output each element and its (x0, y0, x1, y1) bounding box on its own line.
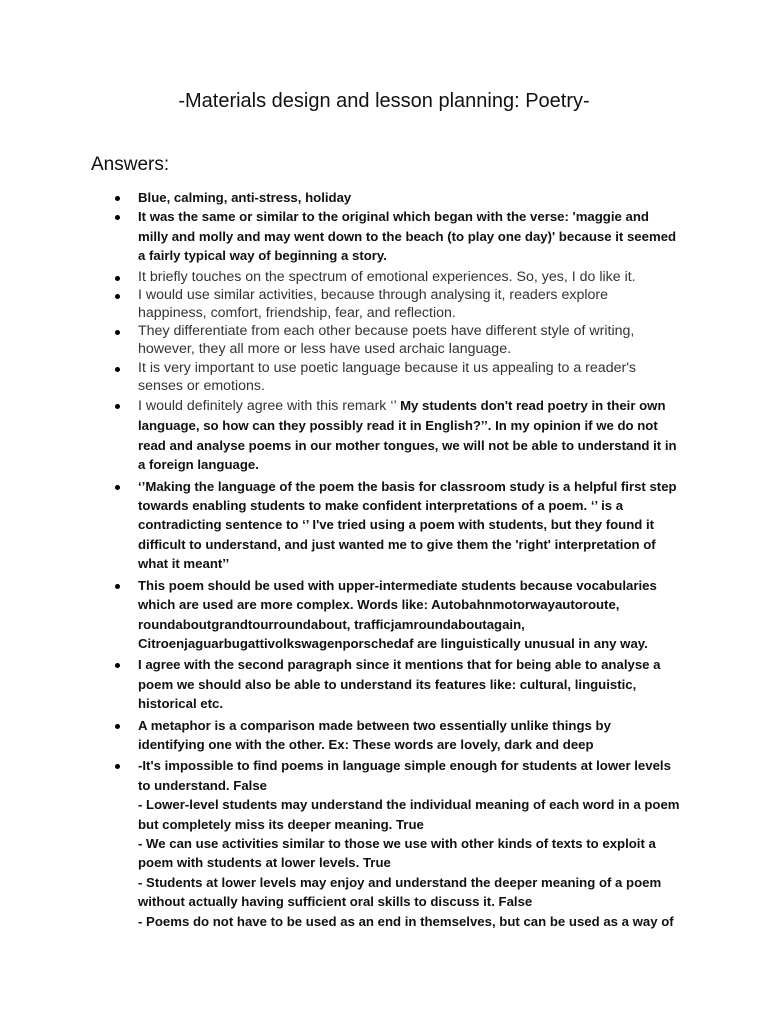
statement-text: - Lower-level students may understand the individual meaning of each word in a poem but completely miss its deeper meaning. (138, 797, 680, 832)
list-item (112, 286, 680, 322)
list-item (112, 716, 680, 755)
bullet-icon (115, 294, 120, 299)
bullet-icon (115, 276, 120, 281)
bullet-icon (115, 367, 120, 372)
bullet-icon (115, 196, 120, 201)
statement-text: - We can use activities similar to those we use with other kinds of texts to exploit a poem with students at lower levels. (138, 835, 656, 871)
answer-text: I agree with the second paragraph since it mentions that for being able to analyse a poem we should also be able to understand its features like: cultural, linguistic, historical etc. (138, 657, 661, 712)
list-item (112, 359, 680, 395)
answers-list (112, 188, 680, 931)
statement-text: -It's impossible to find poems in language simple enough for students at lower levels to understand. (138, 758, 671, 793)
bullet-icon (115, 584, 120, 589)
answer-lead-text: I would definitely agree with this remark ‘’ (138, 398, 401, 415)
list-item (112, 576, 680, 654)
answer-text: It was the same or similar to the original which began with the verse: 'maggie and milly and molly and may went down to the beach (to play one day)' because it seemed a fairly typical way of beginning a story. (138, 209, 677, 264)
answer-text: My students don't read poetry in their own language, so how can they possibly read it in English?’’. In my opinion if we do not read and analyse poems in our mother tongues, we will not be able to understand it in a foreign language. (138, 398, 677, 473)
true-false-statement (138, 912, 680, 931)
list-item (112, 268, 680, 286)
list-item (112, 207, 680, 265)
statement-verdict: False (233, 777, 267, 793)
bullet-icon (115, 724, 120, 729)
true-false-statement (138, 756, 680, 795)
answer-text: This poem should be used with upper-intermediate students because vocabularies which are used are more complex. Words like: Autobahnmotorwayautoroute, roundaboutgrandtourroundabout, trafficjamroundaboutagain, Citroenjaguarbugattivolkswagenporschedaf are linguistically unusual in any way. (138, 577, 657, 651)
true-false-statement (138, 873, 680, 912)
statement-verdict: True (362, 855, 391, 871)
bullet-icon (115, 485, 120, 490)
statement-text: - Students at lower levels may enjoy and understand the deeper meaning of a poem without actually having sufficient oral skills to discuss it. (138, 874, 662, 910)
bullet-icon (115, 764, 120, 769)
list-item (112, 322, 680, 358)
list-item (112, 188, 680, 207)
answer-text: I would use similar activities, because through analysing it, readers explore happiness, comfort, friendship, fear, and reflection. (138, 286, 609, 322)
bullet-icon (115, 663, 120, 668)
statement-verdict: True (395, 816, 424, 832)
bullet-icon (115, 215, 120, 220)
bullet-icon (115, 330, 120, 335)
true-false-statement (138, 834, 680, 873)
list-item (112, 396, 680, 475)
answer-text: A metaphor is a comparison made between two essentially unlike things by identifying one with the other. Ex: These words are lovely, dark and deep (138, 717, 611, 752)
list-item (112, 655, 680, 713)
list-item (112, 477, 680, 574)
answers-heading: Answers: (91, 154, 170, 175)
document-title: -Materials design and lesson planning: Poetry- (178, 90, 590, 112)
statement-text: - Poems do not have to be used as an end in themselves, but can be used as a way of (138, 913, 674, 929)
statement-verdict: False (498, 894, 533, 910)
answer-text: They differentiate from each other because poets have different style of writing, however, they all more or less have used archaic language. (138, 323, 635, 358)
true-false-statement (138, 795, 680, 834)
answer-text: ‘’Making the language of the poem the basis for classroom study is a helpful first step towards enabling students to make confident interpretations of a poem. ‘’ is a contradicting sentence to ‘’ I've tried using a poem with students, but they found it difficult to understand, and just wanted me to give them the 'right' interpretation of what it meant’’ (138, 478, 677, 572)
answer-text: It briefly touches on the spectrum of emotional experiences. So, yes, I do like it. (138, 268, 636, 285)
list-item (112, 756, 680, 931)
answer-text: It is very important to use poetic language because it us appealing to a reader's senses or emotions. (138, 359, 636, 394)
answer-text: Blue, calming, anti-stress, holiday (138, 190, 352, 205)
bullet-icon (115, 404, 120, 409)
